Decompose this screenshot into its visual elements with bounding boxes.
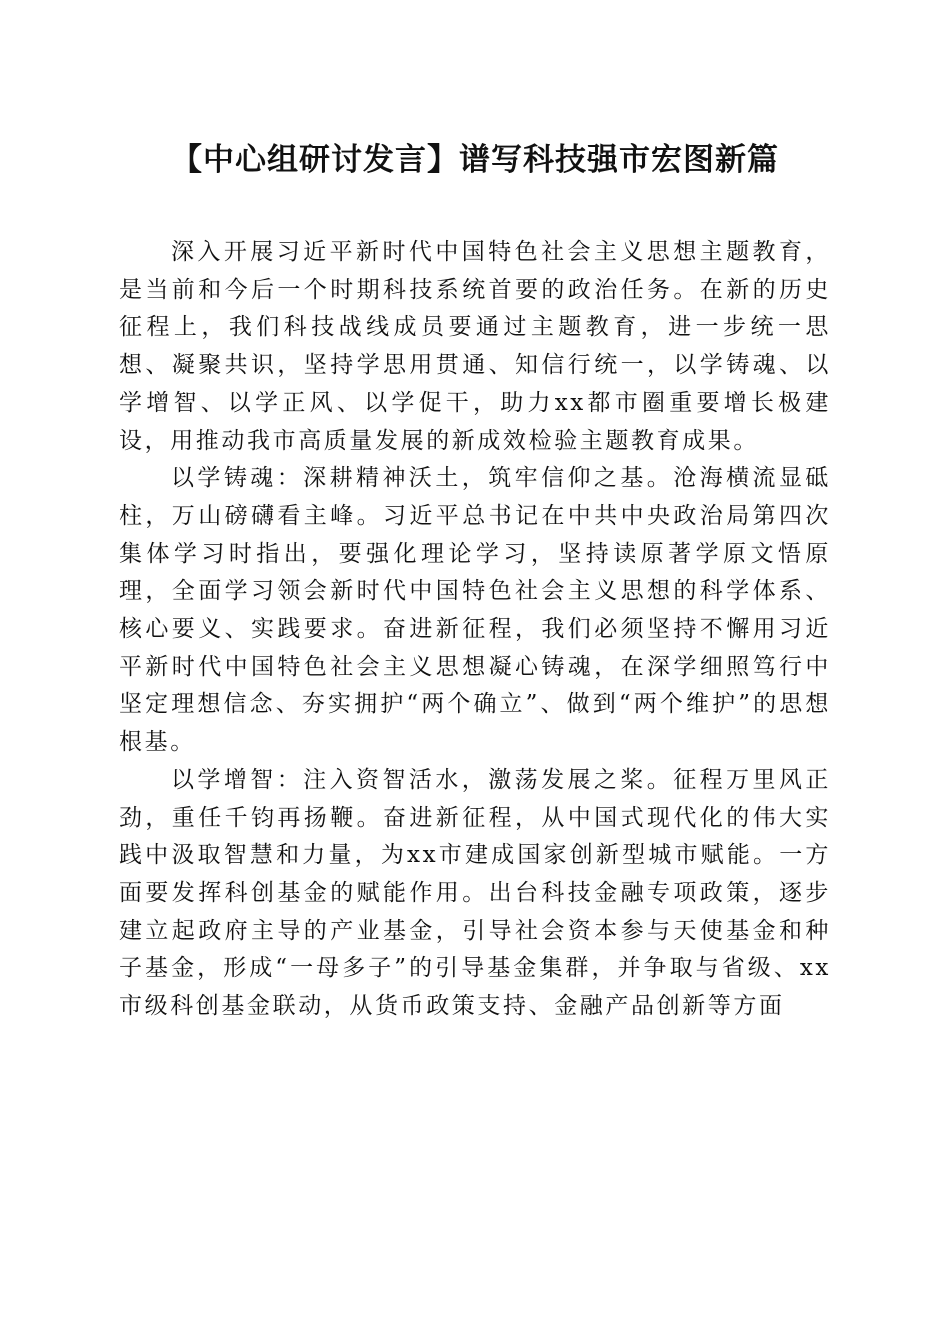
paragraph-intro: 深入开展习近平新时代中国特色社会主义思想主题教育，是当前和今后一个时期科技系统首要的政治任务。在新的历史征程上，我们科技战线成员要通过主题教育，进一步统一思想、凝聚共识，坚持学思用贯通、知信行统一，以学铸魂、以学增智、以学正风、以学促干，助力xx都市圈重要增长极建设，用推动我市高质量发展的新成效检验主题教育成果。: [119, 239, 831, 454]
paragraph-wisdom: 以学增智：注入资智活水，激荡发展之桨。征程万里风正劲，重任千钧再扬鞭。奋进新征程，从中国式现代化的伟大实践中汲取智慧和力量，为xx市建成国家创新型城市赋能。一方面要发挥科创基金的赋能作用。出台科技金融专项政策，逐步建立起政府主导的产业基金，引导社会资本参与天使基金和种子基金，形成“一母多子”的引导基金集群，并争取与省级、xx市级科创基金联动，从货币政策支持、金融产品创新等方面: [119, 766, 831, 1020]
document-title: 【中心组研讨发言】谱写科技强市宏图新篇: [171, 142, 779, 178]
document-body: [119, 234, 831, 1026]
paragraph-soul: 以学铸魂：深耕精神沃土，筑牢信仰之基。沧海横流显砥柱，万山磅礴看主峰。习近平总书记在中共中央政治局第四次集体学习时指出，要强化理论学习，坚持读原著学原文悟原理，全面学习领会新时代中国特色社会主义思想的科学体系、核心要义、实践要求。奋进新征程，我们必须坚持不懈用习近平新时代中国特色社会主义思想凝心铸魂，在深学细照笃行中坚定理想信念、夯实拥护“两个确立”、做到“两个维护”的思想根基。: [119, 465, 831, 756]
